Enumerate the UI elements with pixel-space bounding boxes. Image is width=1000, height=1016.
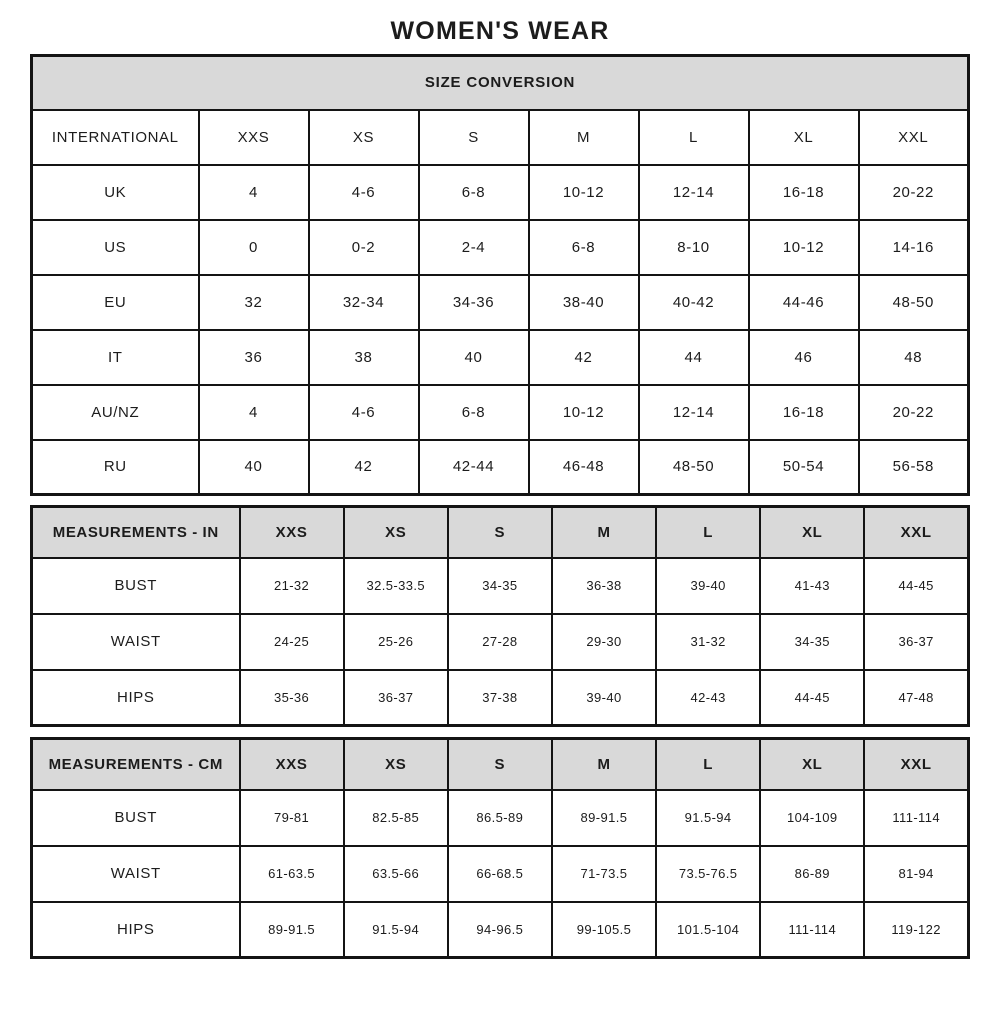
table-cell: 86.5-89 [448,790,552,846]
table-cell: 94-96.5 [448,902,552,958]
table-cell: 31-32 [656,614,760,670]
table-title: SIZE CONVERSION [32,56,969,110]
size-column-header: XXS [240,739,344,790]
table-cell: 20-22 [859,385,969,440]
table-cell: 32 [199,275,309,330]
table-row [32,440,969,495]
table-cell: 10-12 [529,165,639,220]
table-row [32,220,969,275]
size-column-header: L [639,110,749,165]
table-row [32,385,969,440]
table-cell: 4-6 [309,165,419,220]
table-cell: 44-46 [749,275,859,330]
row-label: EU [32,275,199,330]
table-cell: 50-54 [749,440,859,495]
table-row [32,614,969,670]
table-cell: 56-58 [859,440,969,495]
row-label: HIPS [32,670,240,726]
table-cell: 16-18 [749,385,859,440]
table-cell: 27-28 [448,614,552,670]
size-conversion-table [30,54,970,496]
measurements-cm-table [30,737,970,959]
table-row [32,330,969,385]
table-cell: 44-45 [760,670,864,726]
table-cell: 99-105.5 [552,902,656,958]
size-column-header: XL [749,110,859,165]
table-cell: 41-43 [760,558,864,614]
size-column-header: S [448,507,552,558]
table-cell: 47-48 [864,670,968,726]
section-header-row [32,56,969,110]
row-label: BUST [32,558,240,614]
table-cell: 42-43 [656,670,760,726]
table-cell: 25-26 [344,614,448,670]
table-cell: 0 [199,220,309,275]
size-column-header: XXS [199,110,309,165]
size-column-header: XXS [240,507,344,558]
table-cell: 29-30 [552,614,656,670]
corner-header: INTERNATIONAL [32,110,199,165]
table-cell: 111-114 [760,902,864,958]
table-cell: 34-35 [760,614,864,670]
size-column-header: XXL [864,739,968,790]
table-cell: 10-12 [529,385,639,440]
table-cell: 12-14 [639,385,749,440]
size-column-header: L [656,739,760,790]
table-cell: 40-42 [639,275,749,330]
table-cell: 46 [749,330,859,385]
table-row [32,790,969,846]
table-cell: 39-40 [552,670,656,726]
size-column-header: S [419,110,529,165]
size-column-header: XL [760,739,864,790]
table-cell: 44 [639,330,749,385]
table-cell: 89-91.5 [552,790,656,846]
table-cell: 48-50 [639,440,749,495]
table-cell: 119-122 [864,902,968,958]
size-column-header: XL [760,507,864,558]
table-cell: 4 [199,165,309,220]
table-cell: 6-8 [419,385,529,440]
table-cell: 61-63.5 [240,846,344,902]
table-cell: 91.5-94 [344,902,448,958]
header-row [32,739,969,790]
size-column-header: XS [344,739,448,790]
size-column-header: S [448,739,552,790]
table-cell: 86-89 [760,846,864,902]
table-cell: 42 [309,440,419,495]
table-cell: 6-8 [419,165,529,220]
size-column-header: M [552,739,656,790]
table-row [32,558,969,614]
table-cell: 21-32 [240,558,344,614]
table-cell: 4 [199,385,309,440]
table-cell: 89-91.5 [240,902,344,958]
size-column-header: M [552,507,656,558]
table-cell: 73.5-76.5 [656,846,760,902]
table-cell: 44-45 [864,558,968,614]
table-cell: 42 [529,330,639,385]
table-row [32,902,969,958]
table-row [32,275,969,330]
table-row [32,165,969,220]
header-row [32,110,969,165]
row-label: WAIST [32,614,240,670]
row-label: RU [32,440,199,495]
table-cell: 111-114 [864,790,968,846]
table-cell: 24-25 [240,614,344,670]
table-cell: 40 [199,440,309,495]
size-column-header: L [656,507,760,558]
size-column-header: M [529,110,639,165]
table-cell: 4-6 [309,385,419,440]
table-cell: 39-40 [656,558,760,614]
table-cell: 6-8 [529,220,639,275]
table-cell: 10-12 [749,220,859,275]
table-cell: 91.5-94 [656,790,760,846]
row-label: US [32,220,199,275]
table-cell: 8-10 [639,220,749,275]
table-cell: 2-4 [419,220,529,275]
table-cell: 40 [419,330,529,385]
header-row [32,507,969,558]
table-cell: 48 [859,330,969,385]
corner-header: MEASUREMENTS - IN [32,507,240,558]
table-cell: 16-18 [749,165,859,220]
table-cell: 12-14 [639,165,749,220]
row-label: AU/NZ [32,385,199,440]
size-column-header: XS [309,110,419,165]
size-column-header: XXL [859,110,969,165]
table-cell: 63.5-66 [344,846,448,902]
table-cell: 79-81 [240,790,344,846]
table-cell: 46-48 [529,440,639,495]
table-row [32,846,969,902]
table-row [32,670,969,726]
table-cell: 42-44 [419,440,529,495]
table-cell: 36-37 [344,670,448,726]
table-cell: 14-16 [859,220,969,275]
table-cell: 34-36 [419,275,529,330]
row-label: HIPS [32,902,240,958]
table-cell: 81-94 [864,846,968,902]
table-cell: 71-73.5 [552,846,656,902]
table-cell: 104-109 [760,790,864,846]
row-label: WAIST [32,846,240,902]
corner-header: MEASUREMENTS - CM [32,739,240,790]
table-cell: 36-37 [864,614,968,670]
table-cell: 0-2 [309,220,419,275]
table-cell: 36-38 [552,558,656,614]
table-cell: 20-22 [859,165,969,220]
table-cell: 32.5-33.5 [344,558,448,614]
table-cell: 34-35 [448,558,552,614]
table-cell: 32-34 [309,275,419,330]
size-column-header: XS [344,507,448,558]
row-label: UK [32,165,199,220]
table-cell: 101.5-104 [656,902,760,958]
row-label: BUST [32,790,240,846]
table-cell: 82.5-85 [344,790,448,846]
table-cell: 66-68.5 [448,846,552,902]
table-cell: 38 [309,330,419,385]
table-cell: 35-36 [240,670,344,726]
measurements-in-table [30,505,970,727]
table-cell: 37-38 [448,670,552,726]
table-cell: 38-40 [529,275,639,330]
page-title: WOMEN'S WEAR [390,17,610,45]
table-cell: 36 [199,330,309,385]
size-column-header: XXL [864,507,968,558]
table-cell: 48-50 [859,275,969,330]
row-label: IT [32,330,199,385]
